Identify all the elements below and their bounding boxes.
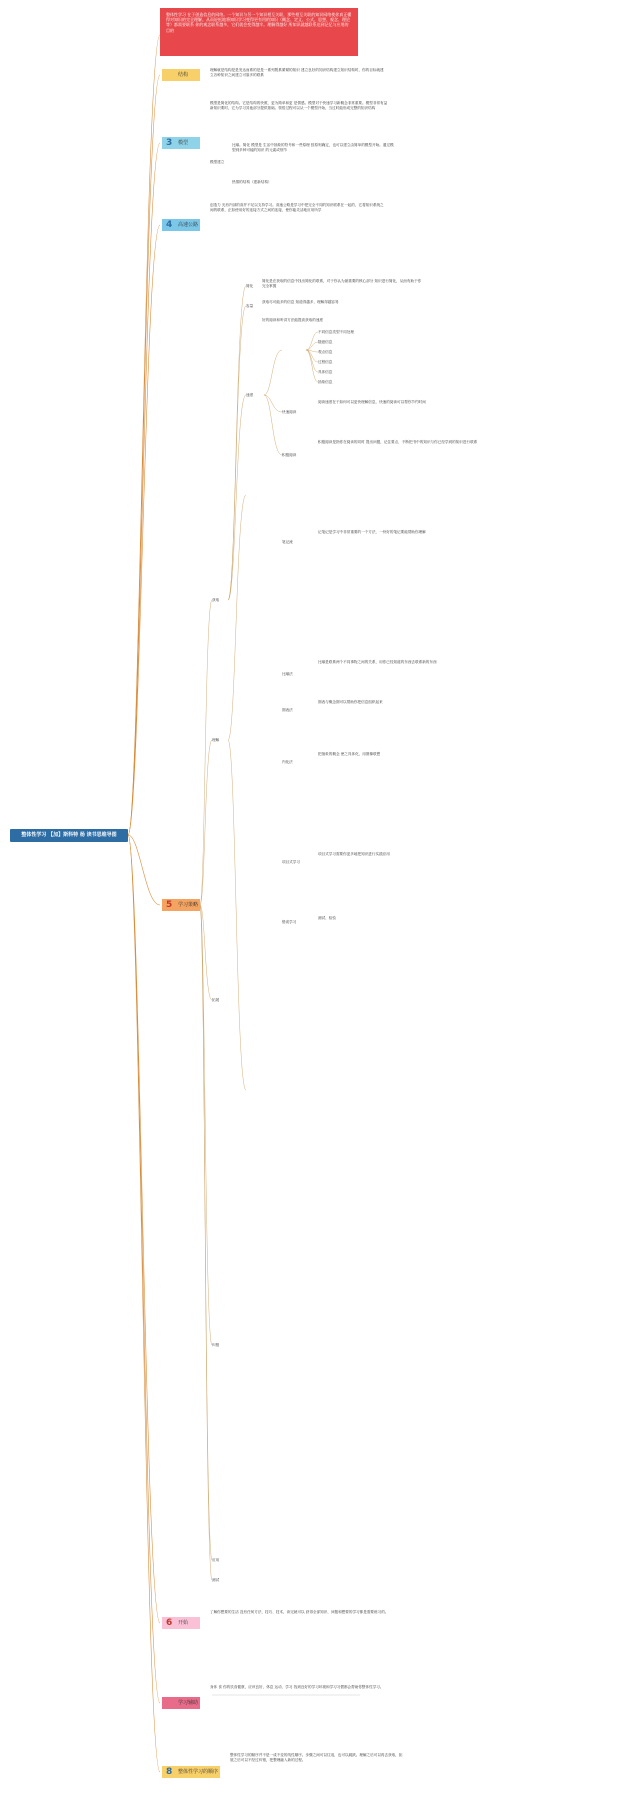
strategy-understand[interactable]: 理解 bbox=[212, 738, 220, 742]
section-label: 学习辅助 bbox=[178, 1700, 199, 1706]
speed-sub-1: 随意信息 bbox=[318, 340, 333, 344]
method-5-text: 把抽象的概念 使之具体化，用图像联想 bbox=[318, 752, 381, 756]
section-structure-text: 理解就是结构是是发达而系的是是一系列既系紧紧的知识 建立良好的知识结构建立知识结构时，你的目标就建立各种知识之间建立可靠多的联系 bbox=[210, 68, 384, 77]
section-label: 开始 bbox=[178, 1620, 189, 1626]
acquire-simplify-text: 简化是在获取的信息中找出简化的联系，对于你认为最重要的核心部分 知识进行简化，从而有助于你完全掌握 bbox=[262, 279, 422, 288]
acquire-capacity-text: 获取尽可能多的信息 知道得越多，理解得越容易 bbox=[262, 300, 339, 304]
strategy-correct[interactable]: 纠错 bbox=[212, 1343, 220, 1347]
section-label: 整体性学习的顺序 bbox=[178, 1769, 219, 1775]
section-order-text: 整体性学习的顺序并不是一成不变的线性顺序。步骤之间可以往返，也可以跳跃。理解之后可以再去获取，拓展之后可以不经过纠错，把整理融入新的过程。 bbox=[230, 1753, 403, 1762]
acquire-simplify[interactable]: 简化 bbox=[246, 284, 254, 288]
section-structure[interactable] bbox=[162, 69, 200, 81]
section-highway-text: 创造力 光有内部的高并不足以支持学习。高速公路是学习中把完全不同的知识联系在一起的，它将知识系统之间的联系，正如使用好的连接方式之间的连接，使你能灵活地应用所学 bbox=[210, 203, 384, 212]
section-number: 3 bbox=[166, 138, 173, 148]
root-topic[interactable]: 整体性学习 【加】斯科特 杨 读书思维导图 bbox=[10, 829, 128, 842]
method-2-text: 记笔记是学习中非常重要的一个方法，一份好的笔记要能帮助你理解 bbox=[318, 530, 426, 534]
speed-sub-4: 具体信息 bbox=[318, 370, 333, 374]
model-sub-text: 比喻。简化 模型是 生活中抽象的符号和一些原理 按原则确定，也可以建立由简单的模型开始。通过模型到多种可能的知识 的元素或细节 bbox=[232, 143, 394, 152]
section-start[interactable] bbox=[162, 1617, 200, 1629]
section-number: 4 bbox=[166, 220, 173, 230]
section-strategies[interactable] bbox=[162, 899, 200, 911]
speed-sub-2: 观点信息 bbox=[318, 350, 333, 354]
method-2[interactable]: 笔记流 bbox=[282, 540, 293, 544]
acquire-speed-text: 好的阅读和听讲方法能提高获取的速度 bbox=[262, 318, 324, 322]
section-label: 模型 bbox=[178, 140, 189, 146]
model-sub-item: 热情的结构（建新结构） bbox=[232, 180, 272, 184]
method-3-text: 比喻是联系两个不同事物之间的关系，用你已经知道的东西去联系新的东西 bbox=[318, 660, 437, 664]
method-1-text: 积极阅读是指你在阅读的同时 提出问题，记住要点，不断把书中的知识与你已经学到的知识进行联系 bbox=[318, 440, 478, 444]
acquire-speed[interactable]: 速度 bbox=[246, 393, 254, 397]
speed-sub-5: 抽象信息 bbox=[318, 380, 333, 384]
section-label: 结构 bbox=[178, 72, 189, 78]
section-aids[interactable] bbox=[162, 1697, 200, 1709]
strategy-acquire[interactable]: 获取 bbox=[212, 598, 220, 602]
section-number: 8 bbox=[166, 1767, 173, 1777]
method-7-text: 测试、检验 bbox=[318, 916, 336, 920]
method-7[interactable]: 错误学习 bbox=[282, 920, 297, 924]
strategy-test[interactable]: 测试 bbox=[212, 1578, 220, 1582]
section-highway[interactable] bbox=[162, 219, 200, 231]
method-0-text: 阅读速度在于如何可以更快理解信息，快速的阅读可以帮你节约时间 bbox=[318, 400, 426, 404]
method-6[interactable]: 项目式学习 bbox=[282, 860, 300, 864]
method-6-text: 项目式学习需要你更多地把知识进行实践应用 bbox=[318, 852, 390, 856]
method-5[interactable]: 内化法 bbox=[282, 760, 293, 764]
intro-box[interactable]: 整体性学习 在于创造信息的网络。一个知识与另一个知识相互关联，那些相互关联的知识网络使你真正懂得对知识的完全理解。从而轻松地将知识学习变得更有用的知识（概念、定义、公式、思想、观念、理论等）都需要联系 你的观念联系越多，它们就会变得越牢。理解得越好 所知识就越联系达到记忆与应用的目的 bbox=[160, 8, 358, 56]
method-0[interactable]: 快速阅读 bbox=[282, 410, 297, 414]
section-model[interactable] bbox=[162, 137, 200, 149]
strategy-expand[interactable]: 拓展 bbox=[212, 998, 220, 1002]
method-3[interactable]: 比喻法 bbox=[282, 672, 293, 676]
method-1[interactable]: 积极阅读 bbox=[282, 453, 297, 457]
strategy-apply[interactable]: 应用 bbox=[212, 1558, 220, 1562]
method-4[interactable]: 图表法 bbox=[282, 708, 293, 712]
section-start-text: 了解你想要的生活 没有任何方法、技巧、技术，读完就可以 获得全部知识、问题和想要的学习都是需要练习的。 bbox=[210, 1610, 389, 1614]
method-4-text: 图表与概念图可以帮助你把信息组织起来 bbox=[318, 700, 383, 704]
section-order[interactable] bbox=[162, 1766, 220, 1778]
acquire-capacity[interactable]: 容量 bbox=[246, 304, 254, 308]
model-sub-label: 模型建立 bbox=[210, 160, 225, 164]
section-label: 学习策略 bbox=[178, 902, 199, 908]
section-number: 6 bbox=[166, 1618, 173, 1628]
section-label: 高速公路 bbox=[178, 222, 199, 228]
section-number: 5 bbox=[166, 900, 173, 910]
section-model-text: 模型是简化的结构。它是结构的快照，更为简单和更 是情感。模型对于快速学习新概念非常重要。模型非常有益 新知识要时，它为学习其他部分提供基础。领悟过程可以从一个模型开始，当过时能形成完整的知识结构 bbox=[210, 101, 388, 110]
speed-sub-3: 过程信息 bbox=[318, 360, 333, 364]
section-aids-text: 身体 食 你的饮食健康，应该良好，休息 运动、学习 找到良好的学习环境和学习习惯都会帮助你整体性学习。 bbox=[210, 1685, 384, 1689]
speed-sub-0: 不同信息类型不同处理 bbox=[318, 330, 354, 334]
